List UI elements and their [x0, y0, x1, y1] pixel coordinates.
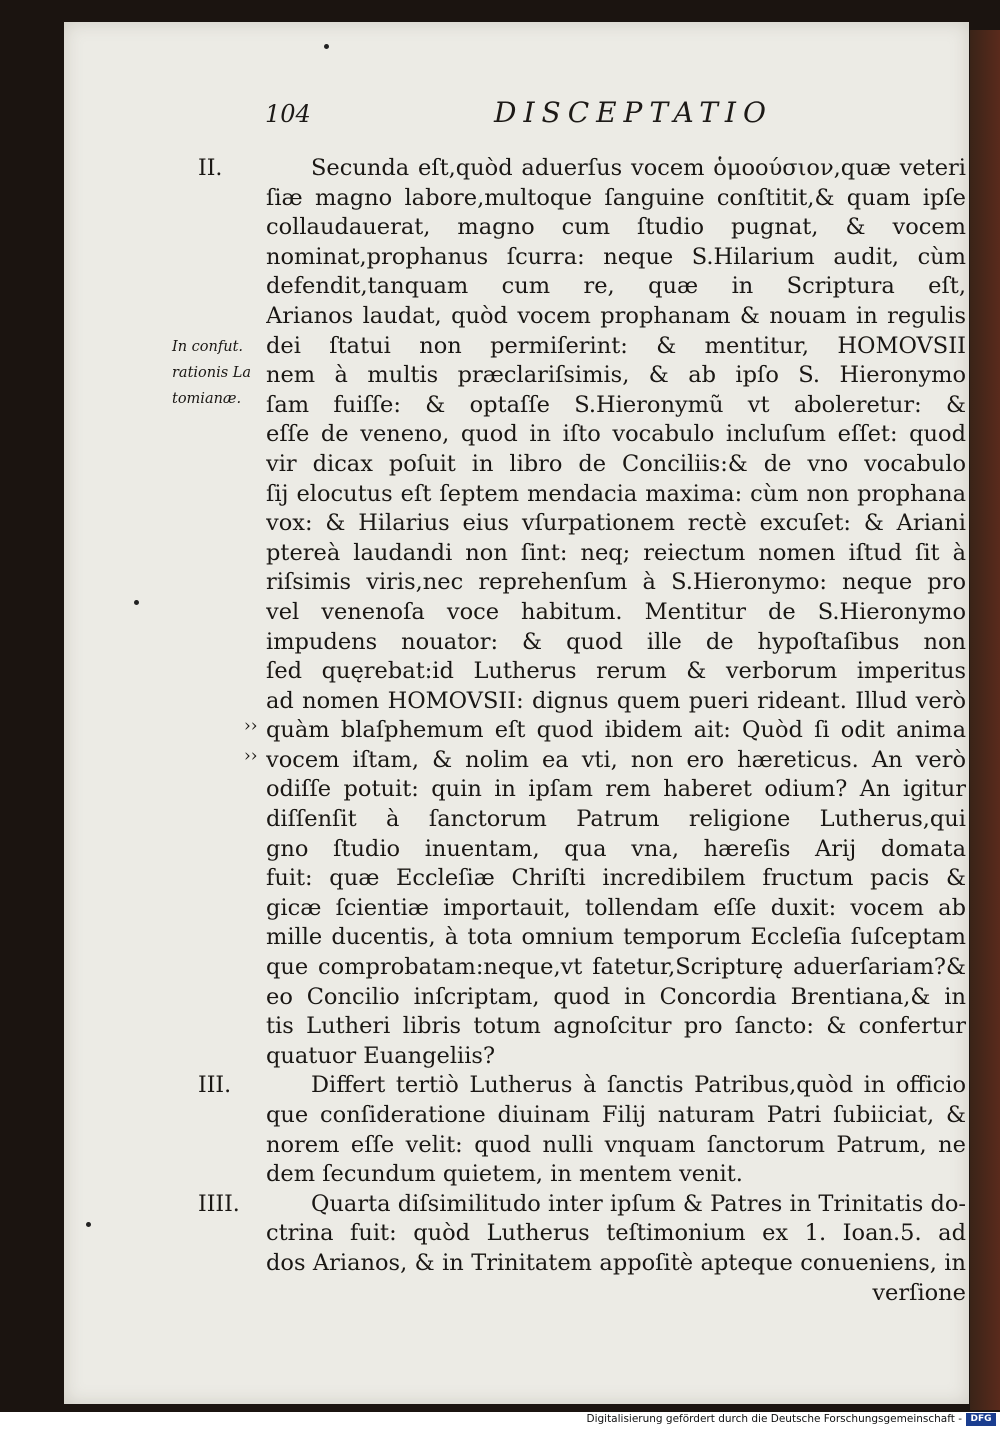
line-text: riſsimis viris,nec reprehenſum à S.Hieronymo: neque pro	[266, 569, 966, 596]
text-line	[266, 509, 966, 539]
page-number: 104	[265, 100, 311, 128]
text-line	[266, 775, 966, 805]
quote-mark: ››	[244, 716, 258, 736]
line-text: odiſſe potuit: quin in ipſam rem haberet odium? An igitur	[266, 776, 966, 803]
page-edge	[970, 30, 1000, 1410]
digitization-footer	[0, 1412, 1000, 1429]
text-line	[198, 1071, 966, 1101]
text-line	[266, 835, 966, 865]
line-text: eſſe de veneno, quod in iſto vocabulo incluſum eſſet: quod	[266, 421, 966, 448]
running-title: DISCEPTATIO	[494, 96, 773, 129]
text-line	[266, 420, 966, 450]
line-text: ad nomen HOMOVSII: dignus quem pueri rideant. Illud verò	[266, 687, 966, 714]
text-line	[266, 1279, 966, 1309]
marginal-note-line: tomianæ.	[172, 391, 242, 407]
line-text: ſij elocutus eſt ſeptem mendacia maxima: cùm non prophana	[266, 480, 966, 507]
text-line	[266, 1160, 966, 1190]
marginal-note-line: In confut.	[172, 339, 244, 355]
line-text: quàm blaſphemum eſt quod ibidem ait: Quòd ſi odit anima	[266, 717, 966, 744]
text-line	[266, 1219, 966, 1249]
line-text: tis Lutheri libris totum agnoſcitur pro ſancto: & confertur	[266, 1013, 966, 1040]
line-text: quatuor Euangeliis?	[266, 1042, 496, 1069]
line-text: Secunda eſt,quòd aduerſus vocem ὁμοούσιον,quæ veteri	[311, 155, 966, 181]
line-text: ctrina fuit: quòd Lutherus teſtimonium ex 1. Ioan.5. ad	[266, 1220, 966, 1247]
line-text: norem eſſe velit: quod nulli vnquam ſanctorum Patrum, ne	[266, 1131, 966, 1158]
line-text: nominat,prophanus ſcurra: neque S.Hilarium audit, cùm	[266, 243, 966, 270]
text-line	[266, 716, 966, 746]
line-text: diſſenſit à ſanctorum Patrum religione Lutherus,qui	[266, 806, 966, 833]
line-text: Differt tertiò Lutherus à ſanctis Patribus,quòd in officio	[311, 1072, 966, 1099]
line-text: vocem iſtam, & nolim ea vti, non ero hæreticus. An verò	[266, 746, 966, 773]
text-line	[266, 687, 966, 717]
text-line	[266, 391, 966, 421]
line-text: gicæ ſcientiæ importauit, tollendam eſſe duxit: vocem ab	[266, 894, 966, 921]
line-text: dos Arianos, & in Trinitatem appoſitè apteque conueniens, in	[266, 1249, 966, 1276]
text-line	[266, 953, 966, 983]
marginal-note	[172, 334, 272, 412]
text-line	[266, 213, 966, 243]
line-text: gno ſtudio inuentam, qua vna, hæreſis Arij domata	[266, 835, 966, 862]
line-text: collaudauerat, magno cum ſtudio pugnat, & vocem	[266, 214, 966, 241]
line-text: eo Concilio inſcriptam, quod in Concordia Brentiana,& in	[266, 983, 966, 1010]
text-line	[266, 302, 966, 332]
text-line	[266, 450, 966, 480]
line-text: ſiæ magno labore,multoque ſanguine conſtitit,& quam ipſe	[266, 184, 966, 211]
line-text: que comprobatam:neque,vt fatetur,Scripturę aduerſariam?&	[266, 954, 966, 981]
section-numeral: IIII.	[198, 1191, 240, 1217]
line-text: impudens nouator: & quod ille de hypoſtaſibus non	[266, 628, 966, 655]
text-line	[266, 361, 966, 391]
text-line	[198, 1190, 966, 1220]
page-header	[64, 96, 969, 140]
text-line	[266, 805, 966, 835]
quotation-marks	[244, 711, 258, 771]
text-line	[266, 480, 966, 510]
line-text: fuit: quæ Eccleſiæ Chriſti incredibilem fructum pacis &	[266, 865, 966, 892]
text-line	[266, 864, 966, 894]
book-page	[64, 22, 969, 1404]
line-text: ſed quęrebat:id Lutherus rerum & verborum imperitus	[266, 658, 966, 685]
text-line	[266, 332, 966, 362]
line-text: Quarta diſsimilitudo inter ipſum & Patres in Trinitatis do-	[311, 1190, 966, 1217]
text-line	[266, 657, 966, 687]
ink-speck	[86, 1222, 91, 1227]
marginal-note-line: rationis La	[172, 365, 252, 381]
text-line	[266, 272, 966, 302]
text-line	[198, 154, 966, 184]
line-text: verſione	[872, 1279, 966, 1306]
ink-speck	[324, 44, 329, 49]
text-line	[266, 243, 966, 273]
footer-credit: Digitalisierung gefördert durch die Deutsche Forschungsgemeinschaft -	[586, 1413, 962, 1425]
section-numeral: II.	[198, 156, 223, 181]
text-line	[266, 539, 966, 569]
text-line	[266, 1042, 966, 1072]
line-text: vox: & Hilarius eius vſurpationem rectè excuſet: & Ariani	[266, 510, 966, 537]
line-text: ptereà laudandi non ſint: neq; reiectum nomen iſtud ſit à	[266, 539, 966, 566]
line-text: mille ducentis, à tota omnium temporum Eccleſia ſuſceptam	[266, 924, 966, 951]
line-text: vel venenoſa voce habitum. Mentitur de S.Hieronymo	[266, 598, 966, 625]
ink-speck	[134, 600, 139, 605]
text-line	[266, 184, 966, 214]
line-text: dei ſtatui non permiſerint: & mentitur, HOMOVSII	[266, 332, 966, 359]
line-text: que conſideratione diuinam Filij naturam Patri ſubiiciat, &	[266, 1102, 966, 1128]
text-line	[266, 1131, 966, 1161]
line-text: vir dicax poſuit in libro de Conciliis:& de vno vocabulo	[266, 450, 966, 477]
text-line	[266, 628, 966, 658]
text-line	[266, 1249, 966, 1279]
dfg-logo: DFG	[966, 1413, 996, 1426]
text-line	[266, 598, 966, 628]
line-text: nem à multis præclariſsimis, & ab ipſo S. Hieronymo	[266, 362, 966, 389]
line-text: defendit,tanquam cum re, quæ in Scriptura eſt,	[266, 273, 966, 300]
text-line	[266, 894, 966, 924]
text-line	[266, 568, 966, 598]
quote-mark: ››	[244, 746, 258, 766]
text-line	[266, 1101, 966, 1131]
text-line	[266, 1012, 966, 1042]
line-text: Arianos laudat, quòd vocem prophanam & nouam in regulis	[266, 302, 966, 329]
text-line	[266, 923, 966, 953]
line-text: ſam fuiſſe: & optaſſe S.Hieronymũ vt aboleretur: &	[266, 391, 966, 418]
text-line	[266, 983, 966, 1013]
section-numeral: III.	[198, 1073, 232, 1099]
text-line	[266, 746, 966, 776]
line-text: dem ſecundum quietem, in mentem venit.	[266, 1161, 743, 1188]
